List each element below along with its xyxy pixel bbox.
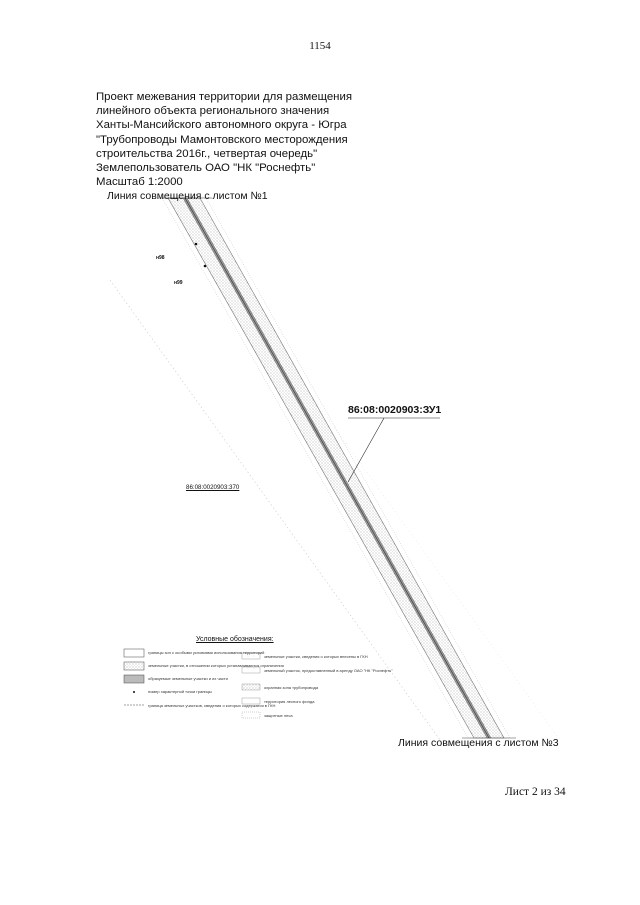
title-line: линейного объекта регионального значения (96, 105, 330, 118)
legend-item: образуемые земельные участки и их части (148, 676, 228, 681)
legend-symbol (242, 712, 260, 718)
point-marker (204, 265, 207, 268)
point-marker (195, 243, 198, 246)
legend-item: земельные участки, в отношении которых устанавливаются ограничения (148, 663, 284, 668)
legend-item: земельные участки, сведения о которых внесены в ГКН (264, 654, 368, 659)
legend-symbol (124, 662, 144, 670)
title-line: "Трубопроводы Мамонтовского месторождения (96, 133, 348, 146)
title-line: строительства 2016г., четвертая очередь" (96, 147, 318, 160)
sheet-footer: Лист 2 из 34 (505, 786, 566, 798)
legend-item: земельный участок, предоставленный в аренду ОАО "НК "Роснефть" (264, 668, 393, 673)
title-line: Ханты-Мансийского автономного округа - Югра (96, 119, 347, 132)
legend-symbol (124, 675, 144, 683)
cadastral-label: 86:08:0020903:370 (186, 484, 240, 491)
parcel-leader (348, 418, 384, 482)
legend-item: охранная зона трубопровода (264, 685, 319, 690)
point-label: н98 (156, 255, 165, 261)
legend-item: границы зон с особыми условиями использования территорий (148, 650, 265, 655)
legend-item: защитные леса (264, 713, 293, 718)
title-line: Землепользователь ОАО "НК "Роснефть" (96, 162, 316, 175)
scale-line: Масштаб 1:2000 (96, 176, 183, 189)
title-line: Проект межевания территории для размещения (96, 91, 352, 103)
legend-symbol (133, 691, 135, 693)
legend-symbol (124, 649, 144, 657)
sheet-top-label: Линия совмещения с листом №1 (107, 190, 268, 202)
legend-title: Условные обозначения: (196, 636, 274, 643)
point-label: н99 (174, 280, 183, 286)
legend-item: граница земельных участков, сведения о которых содержатся в ГКН (148, 703, 276, 708)
parcel-label: 86:08:0020903:ЗУ1 (348, 404, 442, 416)
legend-item: номер характерной точки границы (148, 689, 212, 694)
legend-item: территория лесного фонда (264, 699, 315, 704)
page-number: 1154 (309, 40, 331, 52)
sheet-bottom-label: Линия совмещения с листом №3 (398, 737, 559, 749)
legend-symbol (242, 684, 260, 690)
